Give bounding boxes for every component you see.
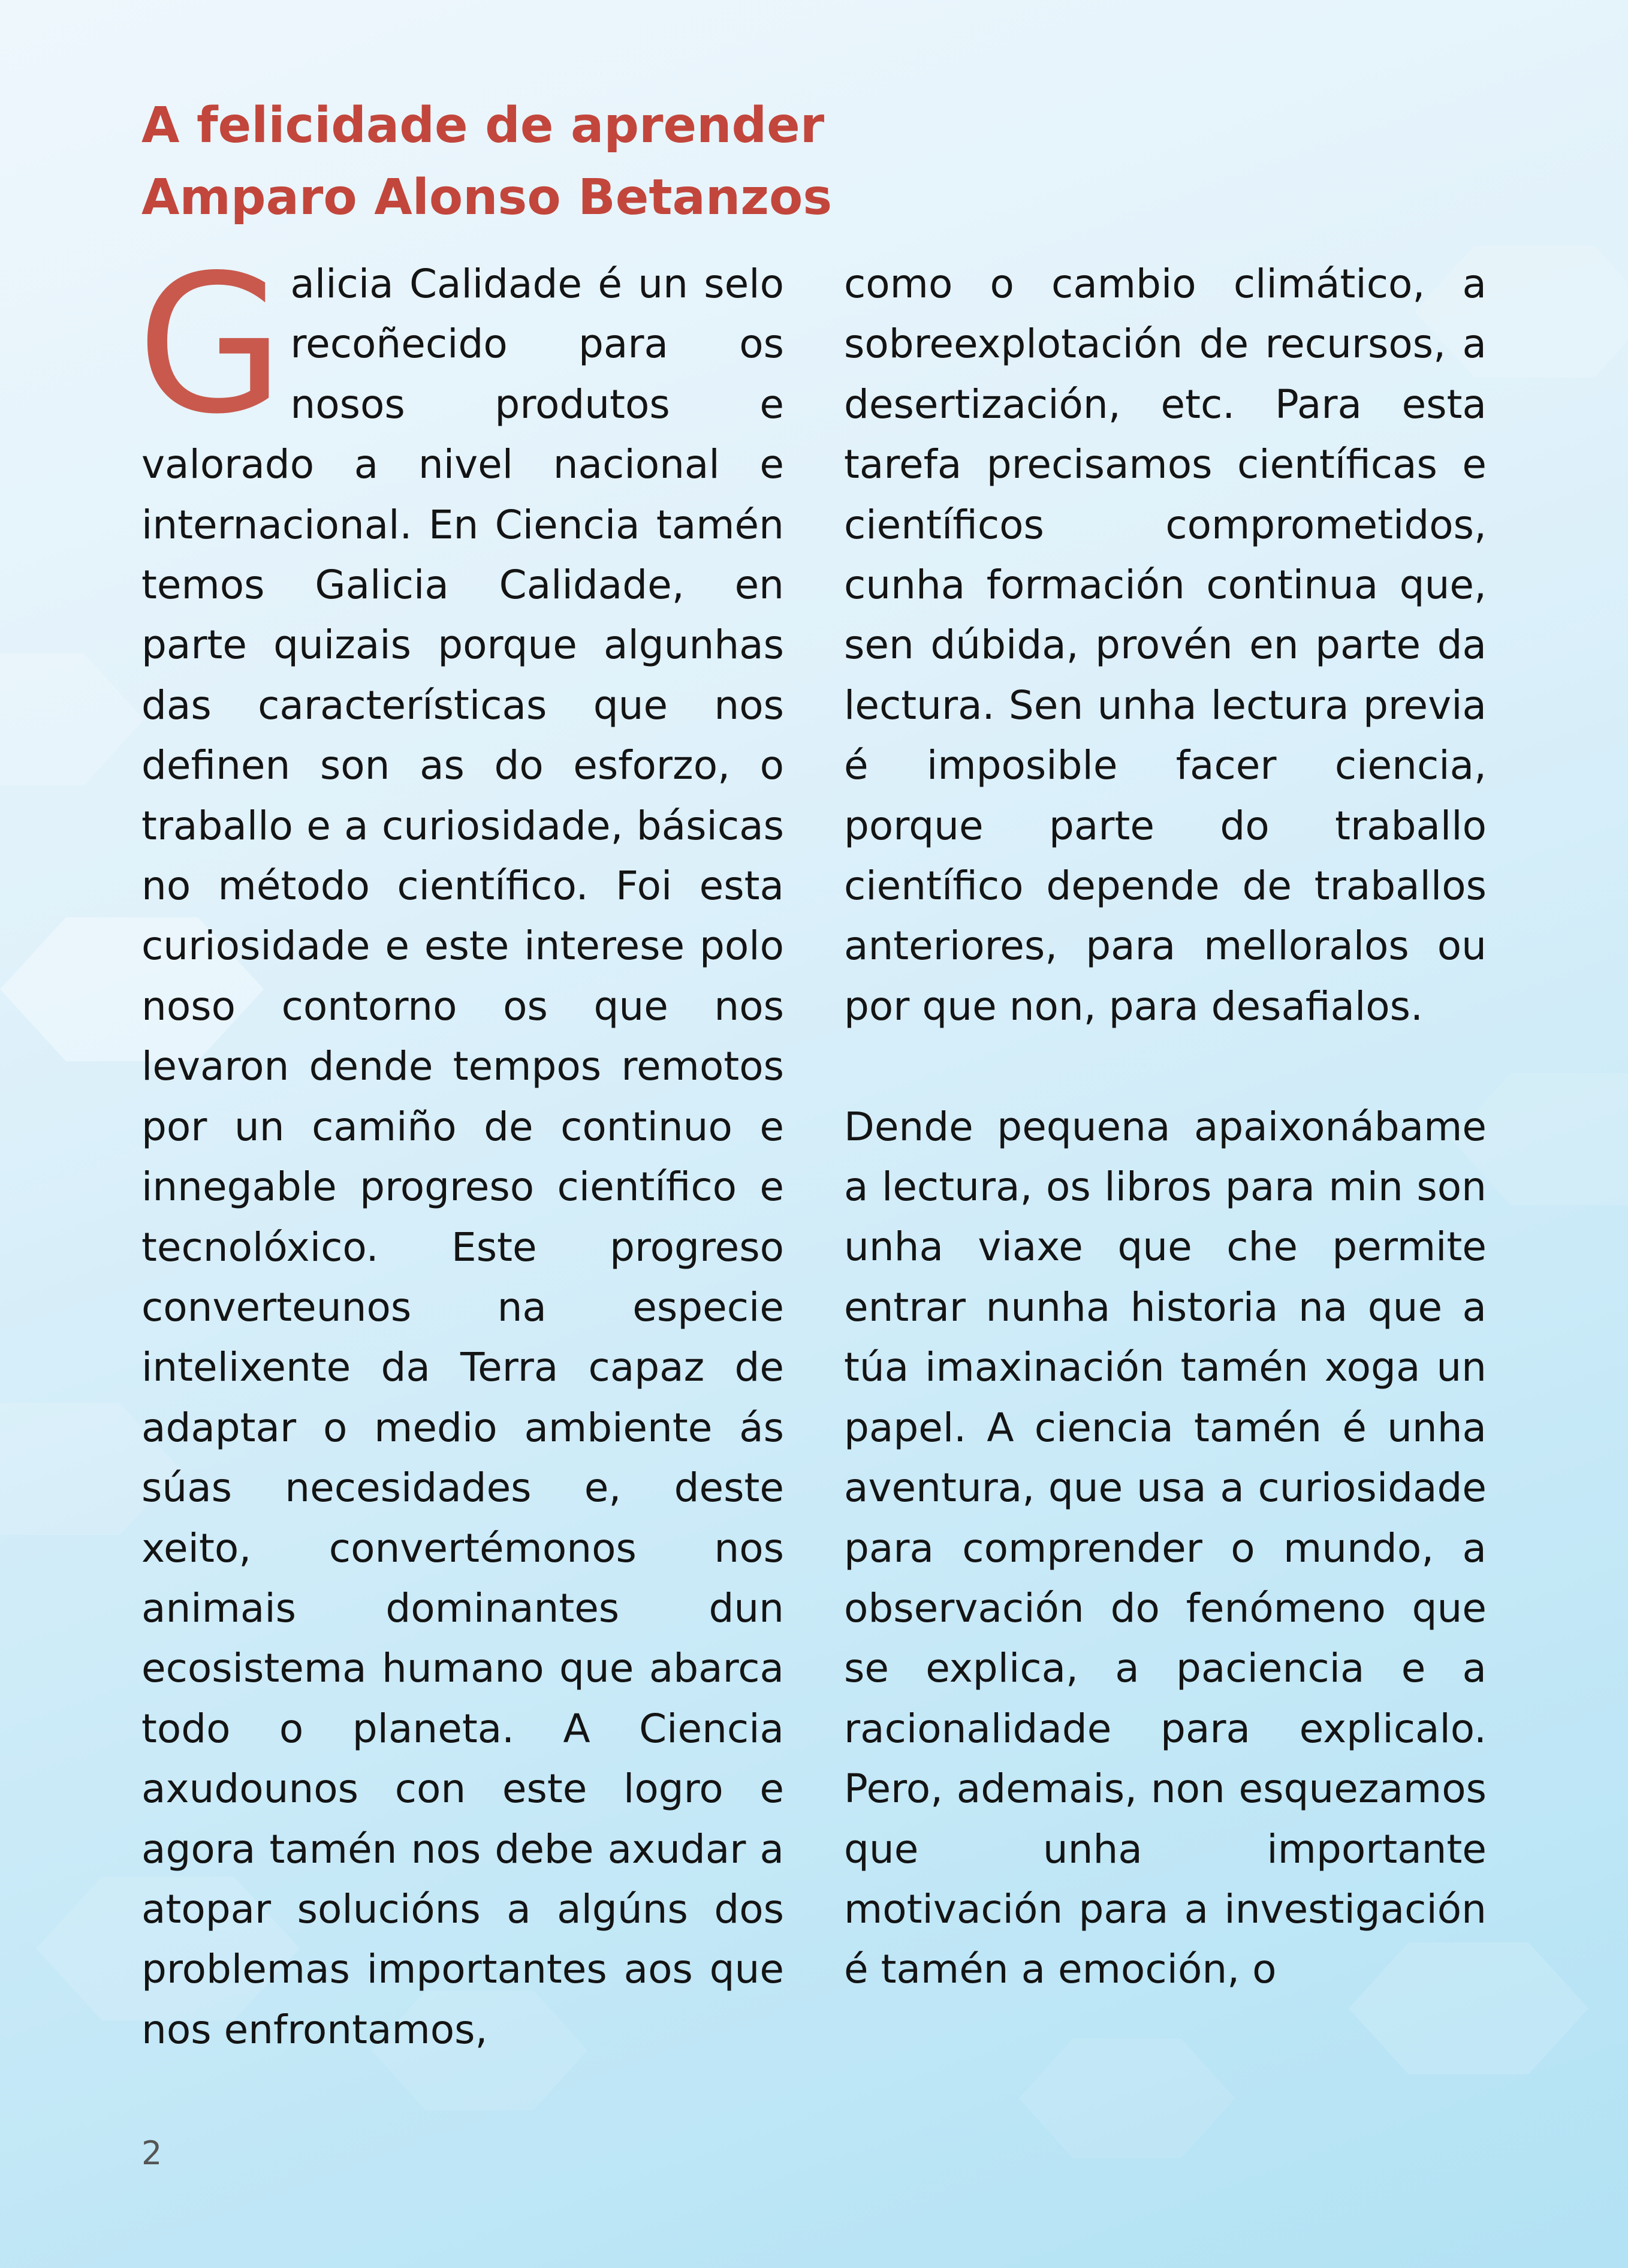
page-number: 2: [141, 2134, 162, 2172]
text-column-left: [137, 234, 784, 2060]
article-title: A felicidade de aprender: [141, 97, 825, 154]
hexagon-shape: [1019, 2038, 1235, 2158]
text-column-right: [844, 254, 1487, 2000]
drop-cap: G: [137, 234, 285, 456]
body-paragraph: como o cambio climático, a sobreexplotación de recursos, a desertización, etc. Para esta tarefa precisamos científicas e científicos comprometidos, cunha formación continua que, sen dúbida, provén en parte da lectura. Sen unha lectura previa é imposible facer ciencia, porque parte do traballo científico depende de traballos anteriores, para melloralos ou por que non, para desafialos.: [844, 261, 1487, 1029]
article-author: Amparo Alonso Betanzos: [141, 169, 833, 226]
body-paragraph: Dende pequena apaixonábame a lectura, os libros para min son unha viaxe que che permite entrar nunha historia na que a túa imaxinación tamén xoga un papel. A ciencia tamén é unha aventura, que usa a curiosidade para comprender o mundo, a observación do fenómeno que se explica, a paciencia e a racionalidade para explicalo. Pero, ademais, non esquezamos que unha importante motivación para a investigación é tamén a emoción, o: [844, 1103, 1487, 1993]
paragraph-text: alicia Calidade é un selo recoñecido para os nosos produtos e valorado a nivel nacional e internacional. En Ciencia tamén temos Galicia Calidade, en parte quizais porque algunhas das características que nos definen son as do esforzo, o traballo e a curiosidade, básicas no método científico. Foi esta curiosidade e este interese polo noso contorno os que nos levaron dende tempos remotos por un camiño de continuo e innegable progreso científico e tecnolóxico. Este progreso converteunos na especie intelixente da Terra capaz de adaptar o medio ambiente ás súas necesidades e, deste xeito, convertémonos nos animais dominantes dun ecosistema humano que abarca todo o planeta. A Ciencia axudounos con este logro e agora tamén nos debe axudar a atopar solucións a algúns dos problemas importantes aos que nos enfrontamos,: [141, 261, 784, 2053]
hexagon-shape: [0, 653, 144, 785]
body-paragraph: [137, 234, 784, 2060]
article-header: [141, 90, 1484, 234]
